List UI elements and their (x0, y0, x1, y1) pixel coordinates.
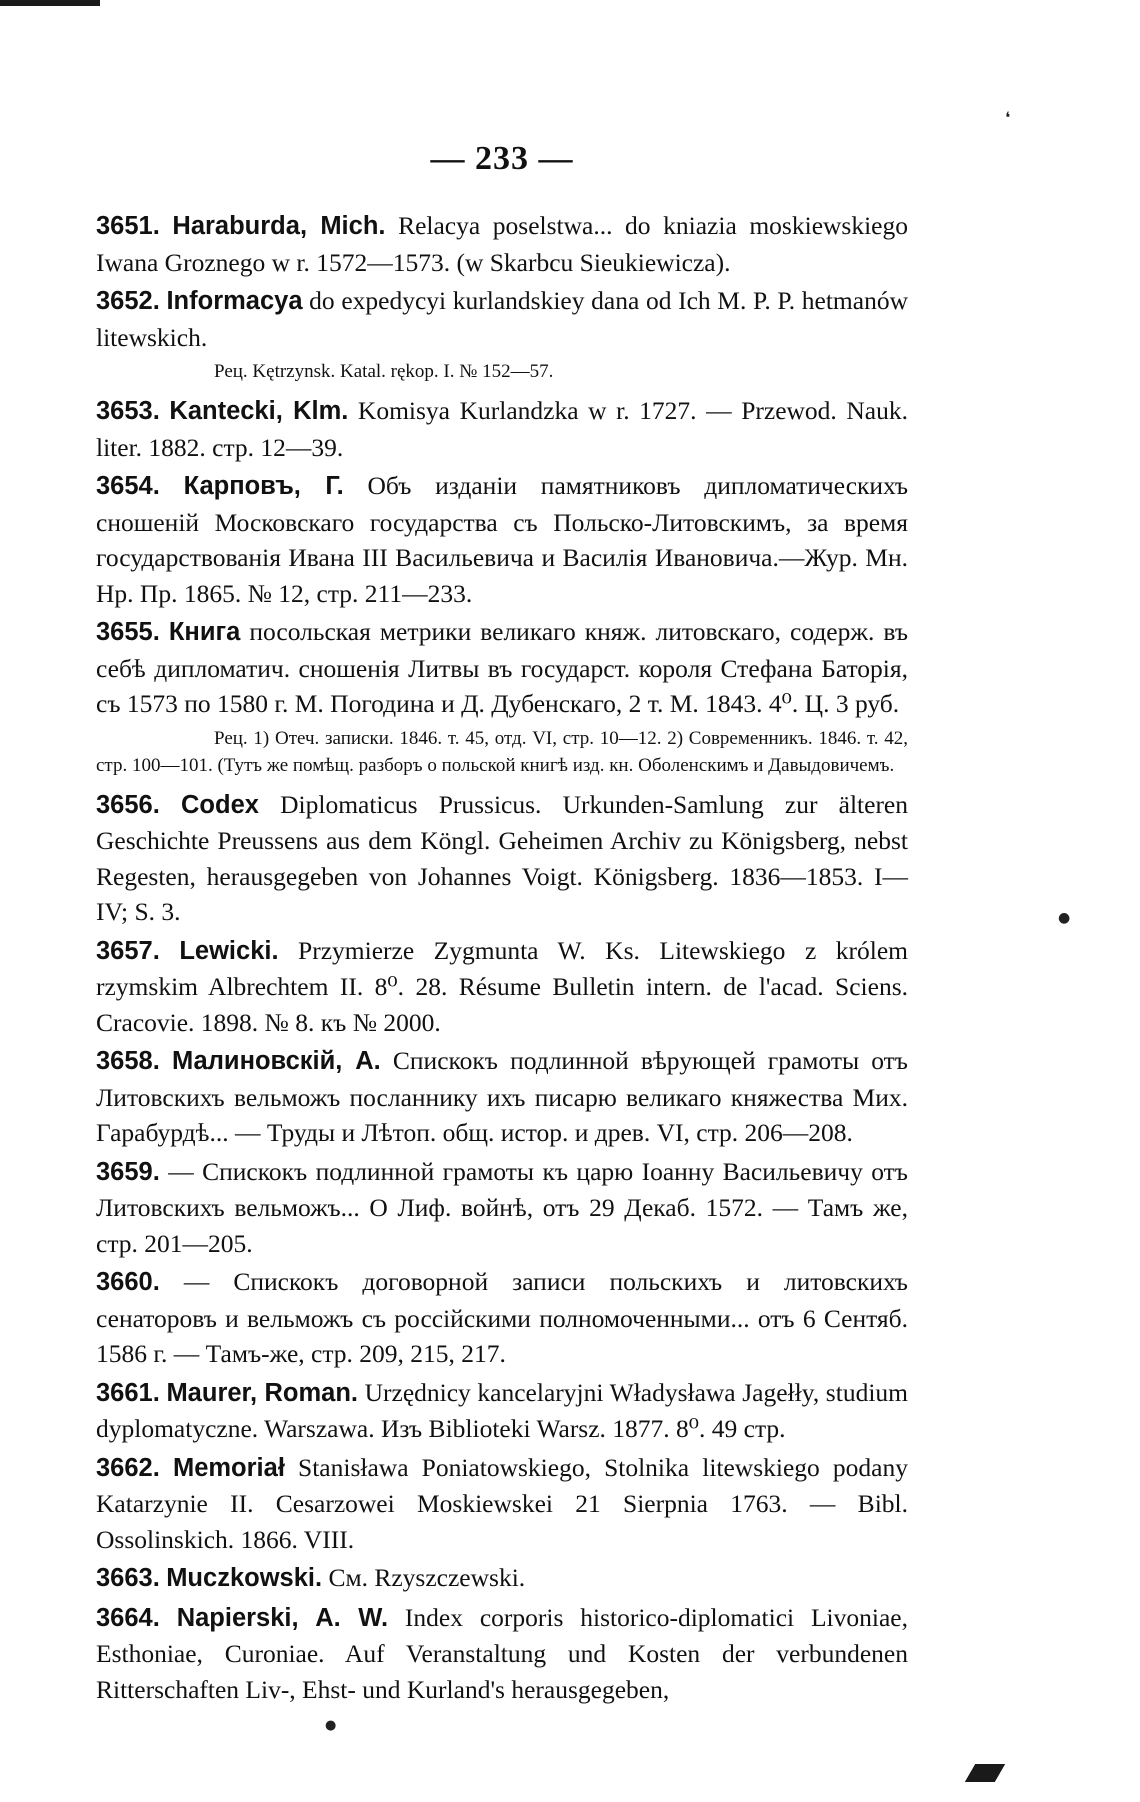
entry-number: 3657. (96, 936, 160, 965)
bibliography-entry (96, 1560, 908, 1597)
entry-number: 3663. (96, 1564, 160, 1592)
entry-text: Объ изданіи памятниковъ дипломатическихъ сношеній Московскаго государства съ Польско-Литовскимъ, за время государствованія Ивана III Васильевича и Василія Ивановича.—Жур. Мн. Нр. Пр. 1865. № 12, стр. 211—233. (96, 471, 909, 608)
entry-text: do expedycyi kurlandskiey dana od Ich M. P. P. hetmanów litewskich. (96, 286, 909, 352)
bibliography-entry (96, 1264, 908, 1372)
entry-number: 3659. (96, 1157, 160, 1186)
bibliography-entry (96, 1450, 908, 1558)
bibliography-entry (96, 614, 908, 722)
entry-author: Kantecki, Klm. (169, 397, 349, 425)
entry-text: Relacya poselstwa... do kniazia moskiewskiego Iwana Groznego w r. 1572—1573. (w Skarbcu Sieukiewicza). (96, 211, 908, 277)
entry-author: Lewicki. (179, 936, 279, 965)
bibliography-entry (96, 933, 908, 1041)
bibliography-entry (96, 1600, 908, 1708)
scan-edge-mark (0, 0, 100, 6)
entry-text: Urzędnicy kancelaryjni Władysława Jagełły, studium dyplomatyczne. Warszawa. Изъ Biblioteki Warsz. 1877. 8⁰. 49 стр. (96, 1377, 908, 1443)
entry-review-note: Рец. 1) Отеч. записки. 1846. т. 45, отд. VI, стр. 10—12. 2) Современникъ. 1846. т. 42, стр. 100—101. (Тутъ же помѣщ. разборъ о польской книгѣ изд. кн. Оболенскимъ и Давыдовичемъ. (96, 727, 908, 776)
bibliography-entry (96, 468, 908, 611)
entry-number: 3654. (96, 472, 160, 500)
entry-text: — Спискокъ подлинной грамоты къ царю Іоанну Васильевичу отъ Литовскихъ вельможъ... О Лиф. войнѣ, отъ 29 Декаб. 1572. — Тамъ же, стр. 201—205. (96, 1156, 908, 1258)
entry-text: Спискокъ подлинной вѣрующей грамоты отъ Литовскихъ вельможъ посланнику ихъ писарю великаго княжества Мих. Гарабурдѣ... — Труды и Лѣтоп. общ. истор. и древ. VI, стр. 206—208. (96, 1046, 908, 1147)
entry-number: 3658. (96, 1047, 160, 1075)
entry-author: Maurer, Roman. (166, 1378, 358, 1407)
entry-author: Карповъ, Г. (183, 472, 344, 500)
entry-text: См. Rzyszczewski. (322, 1563, 526, 1592)
entry-author: Informacya (166, 287, 303, 315)
entry-text: Stanisława Poniatowskiego, Stolnika litewskiego podany Katarzynie II. Cesarzowei Moskiewskei 21 Sierpnia 1763. — Bibl. Ossolinskich. 1866. VIII. (96, 1452, 908, 1554)
entry-number: 3652. (96, 287, 160, 315)
bibliography-entry (96, 1375, 908, 1447)
entry-author: Малиновскій, А. (171, 1047, 381, 1075)
entry-text: посольская метрики великаго княж. литовскаго, содерж. въ себѣ дипломатич. сношенія Литвы въ государст. короля Стефана Баторія, съ 1573 по 1580 г. М. Погодина и Д. Дубенскаго, 2 т. М. 1843. 4⁰. Ц. 3 руб. (96, 617, 909, 718)
ink-dot: ● (1058, 910, 1071, 926)
bibliography-entry (96, 393, 908, 465)
entry-text: — Спискокъ договорной записи польскихъ и литовскихъ сенаторовъ и вельможъ съ россійскими полномоченными... отъ 6 Сентяб. 1586 г. — Тамъ-же, стр. 209, 215, 217. (96, 1267, 908, 1368)
entry-text: Index corporis historico-diplomatici Livoniae, Esthoniae, Curoniae. Auf Veranstaltung und Kosten der verbundenen Ritterschaften Liv-, Ehst- und Kurland's herausgegeben, (96, 1602, 908, 1704)
bibliography-entry (96, 1043, 908, 1151)
entry-author: Muczkowski. (166, 1564, 323, 1592)
ink-speck: ❛ (1005, 108, 1011, 127)
entry-author: Memoriał (172, 1453, 285, 1482)
entry-author: Книга (168, 618, 241, 646)
entry-number: 3664. (96, 1603, 160, 1632)
ink-dot: ● (325, 1718, 337, 1733)
entry-text: Komisya Kurlandzka w r. 1727. — Przewod. Nauk. liter. 1882. стр. 12—39. (96, 396, 908, 462)
entry-number: 3653. (96, 397, 160, 425)
entry-author: Codex (181, 790, 259, 819)
entry-number: 3662. (96, 1453, 160, 1482)
bibliography-entry (96, 208, 908, 280)
entry-number: 3660. (96, 1268, 160, 1296)
entry-author: Napierski, A. W. (176, 1603, 389, 1632)
bibliography-entry (96, 283, 908, 355)
entry-number: 3651. (96, 212, 160, 240)
scan-corner-mark (965, 1764, 1005, 1782)
document-page (96, 0, 908, 1802)
entry-number: 3655. (96, 618, 160, 646)
entry-number: 3656. (96, 790, 160, 819)
bibliography-entry (96, 787, 908, 930)
entry-author: Haraburda, Mich. (172, 212, 386, 240)
entry-text: Diplomaticus Prussicus. Urkunden-Samlung zur älteren Geschichte Preussens aus dem Köngl. Geheimen Archiv zu Königsberg, nebst Regesten, herausgegeben von Johannes Voigt. Königsberg. 1836—1853. I—IV; S. 3. (96, 789, 909, 926)
entry-number: 3661. (96, 1378, 160, 1407)
bibliography-entry (96, 1154, 908, 1262)
entry-review-note: Рец. Kętrzynsk. Katal. rękop. I. № 152—57. (214, 361, 554, 382)
page-number: — 233 — (430, 140, 574, 177)
entry-text: Przymierze Zygmunta W. Ks. Litewskiego z królem rzymskim Albrechtem II. 8⁰. 28. Résume Bulletin intern. de l'acad. Sciens. Cracovie. 1898. № 8. къ № 2000. (96, 935, 908, 1037)
bibliography-list (96, 208, 908, 1710)
